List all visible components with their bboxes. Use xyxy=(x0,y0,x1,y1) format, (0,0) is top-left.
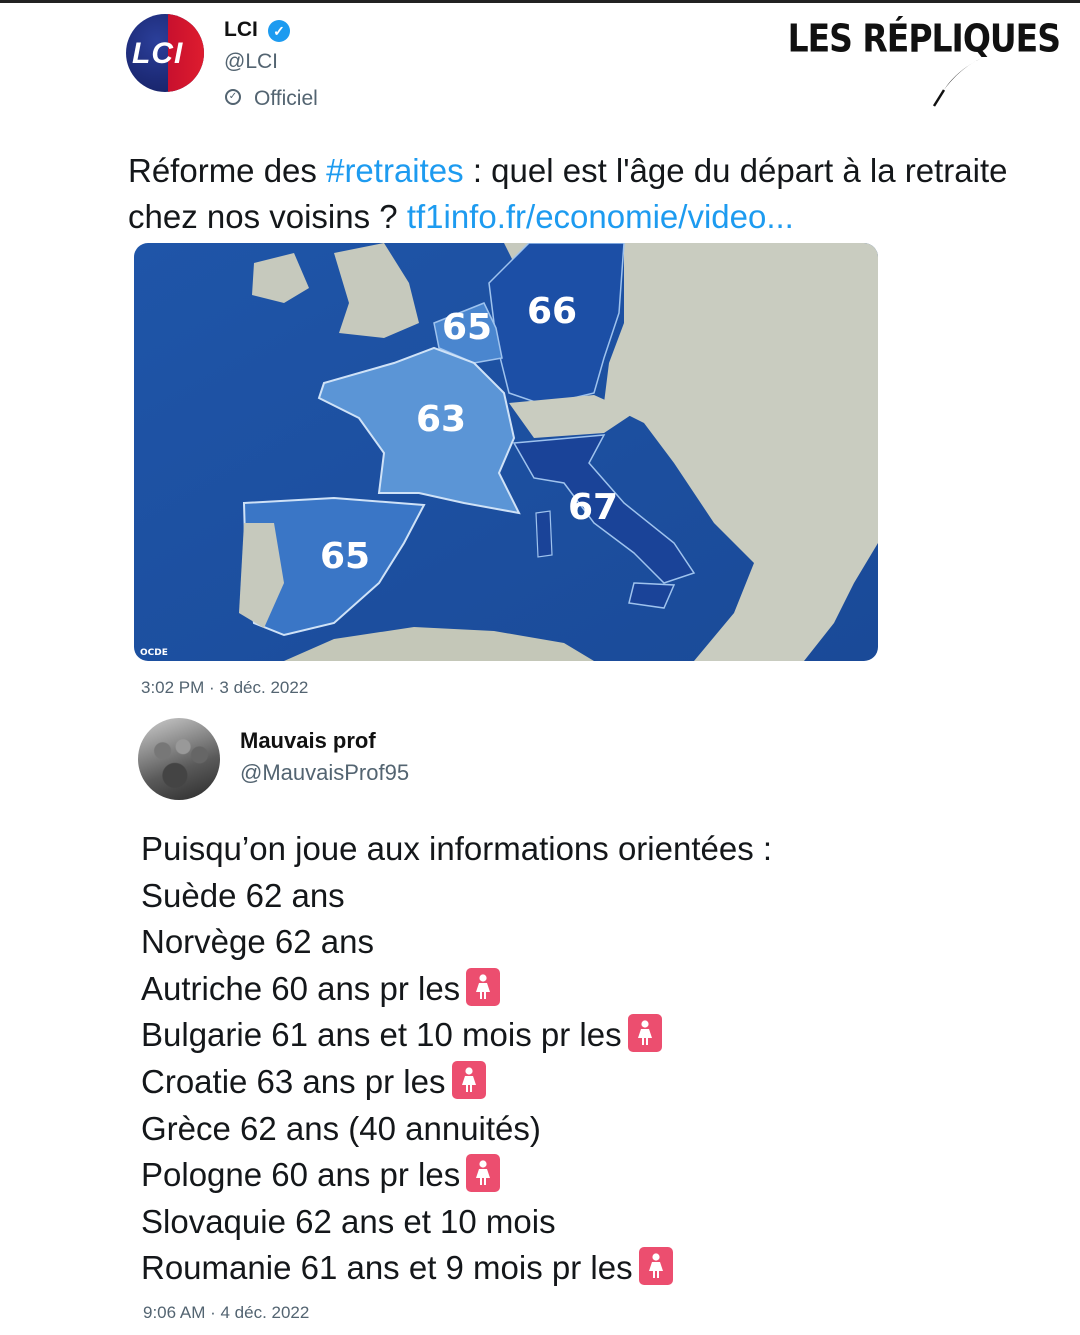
girl-emoji-icon xyxy=(639,1247,673,1285)
reply-line xyxy=(141,1245,1041,1292)
hashtag-link[interactable]: #retraites xyxy=(326,152,464,189)
reply-line xyxy=(141,1106,1041,1153)
reply-line-text: Slovaquie 62 ans et 10 mois xyxy=(141,1202,556,1240)
label-benelux: 65 xyxy=(442,307,493,348)
avatar-logo-text: LCI xyxy=(132,37,184,70)
reply-line xyxy=(141,966,1041,1013)
retirement-age-map[interactable] xyxy=(134,243,878,661)
girl-emoji-icon xyxy=(628,1014,662,1052)
girl-emoji-icon xyxy=(466,1154,500,1192)
reply-author-name[interactable]: Mauvais prof xyxy=(240,728,376,753)
official-label: Officiel xyxy=(254,87,318,110)
reply-line-text: Autriche 60 ans pr les xyxy=(141,969,461,1007)
reply-line xyxy=(141,1199,1041,1246)
reply-line-text: Puisqu’on joue aux informations orientées : xyxy=(141,830,773,867)
reply-line xyxy=(141,873,1041,920)
reply-line-text: Croatie 63 ans pr les xyxy=(141,1062,446,1100)
top-border xyxy=(0,0,1080,3)
official-check-icon: ✓ xyxy=(225,89,241,105)
reply-line xyxy=(141,1059,1041,1106)
label-france: 63 xyxy=(416,399,467,440)
reply-text xyxy=(141,826,1041,1292)
reply-line xyxy=(141,1152,1041,1199)
feather-icon xyxy=(924,54,988,110)
label-spain: 65 xyxy=(320,536,371,577)
reply-author-handle[interactable]: @MauvaisProf95 xyxy=(240,760,410,785)
reply-line xyxy=(141,1012,1041,1059)
tweet-text-part: Réforme des xyxy=(128,152,327,189)
lci-avatar[interactable] xyxy=(126,14,204,92)
article-link[interactable]: tf1info.fr/economie/video... xyxy=(406,198,794,235)
reply-line-text: Bulgarie 61 ans et 10 mois pr les xyxy=(141,1016,622,1054)
map-svg xyxy=(134,243,878,661)
reply-line-text: Norvège 62 ans xyxy=(141,923,374,961)
map-source: OCDE xyxy=(140,648,168,658)
label-italy: 67 xyxy=(568,487,619,528)
mauvais-prof-avatar[interactable] xyxy=(138,718,220,800)
reply-line xyxy=(141,919,1041,966)
brand-logo-text: LES RÉPLIQUES xyxy=(787,16,1060,61)
tweet-timestamp[interactable]: 3:02 PM · 3 déc. 2022 xyxy=(141,678,309,697)
reply-line-text: Grèce 62 ans (40 annuités) xyxy=(141,1109,541,1147)
author-name[interactable]: LCI xyxy=(224,18,258,41)
reply-line-text: Pologne 60 ans pr les xyxy=(141,1156,461,1194)
girl-emoji-icon xyxy=(466,968,500,1006)
reply-timestamp[interactable]: 9:06 AM · 4 déc. 2022 xyxy=(143,1303,310,1322)
verified-badge-icon: ✓ xyxy=(268,20,290,42)
label-germany: 66 xyxy=(527,291,578,332)
tweet-text xyxy=(128,148,1028,240)
girl-emoji-icon xyxy=(452,1061,486,1099)
region-sardinia xyxy=(536,511,552,557)
author-handle[interactable]: @LCI xyxy=(224,50,278,73)
reply-line xyxy=(141,826,1041,873)
tweet-text-part: : quel est l'âge du départ à la retraite chez nos voisins ? xyxy=(128,152,1008,235)
reply-line-text: Roumanie 61 ans et 9 mois pr les xyxy=(141,1249,633,1287)
reply-line-text: Suède 62 ans xyxy=(141,876,345,914)
